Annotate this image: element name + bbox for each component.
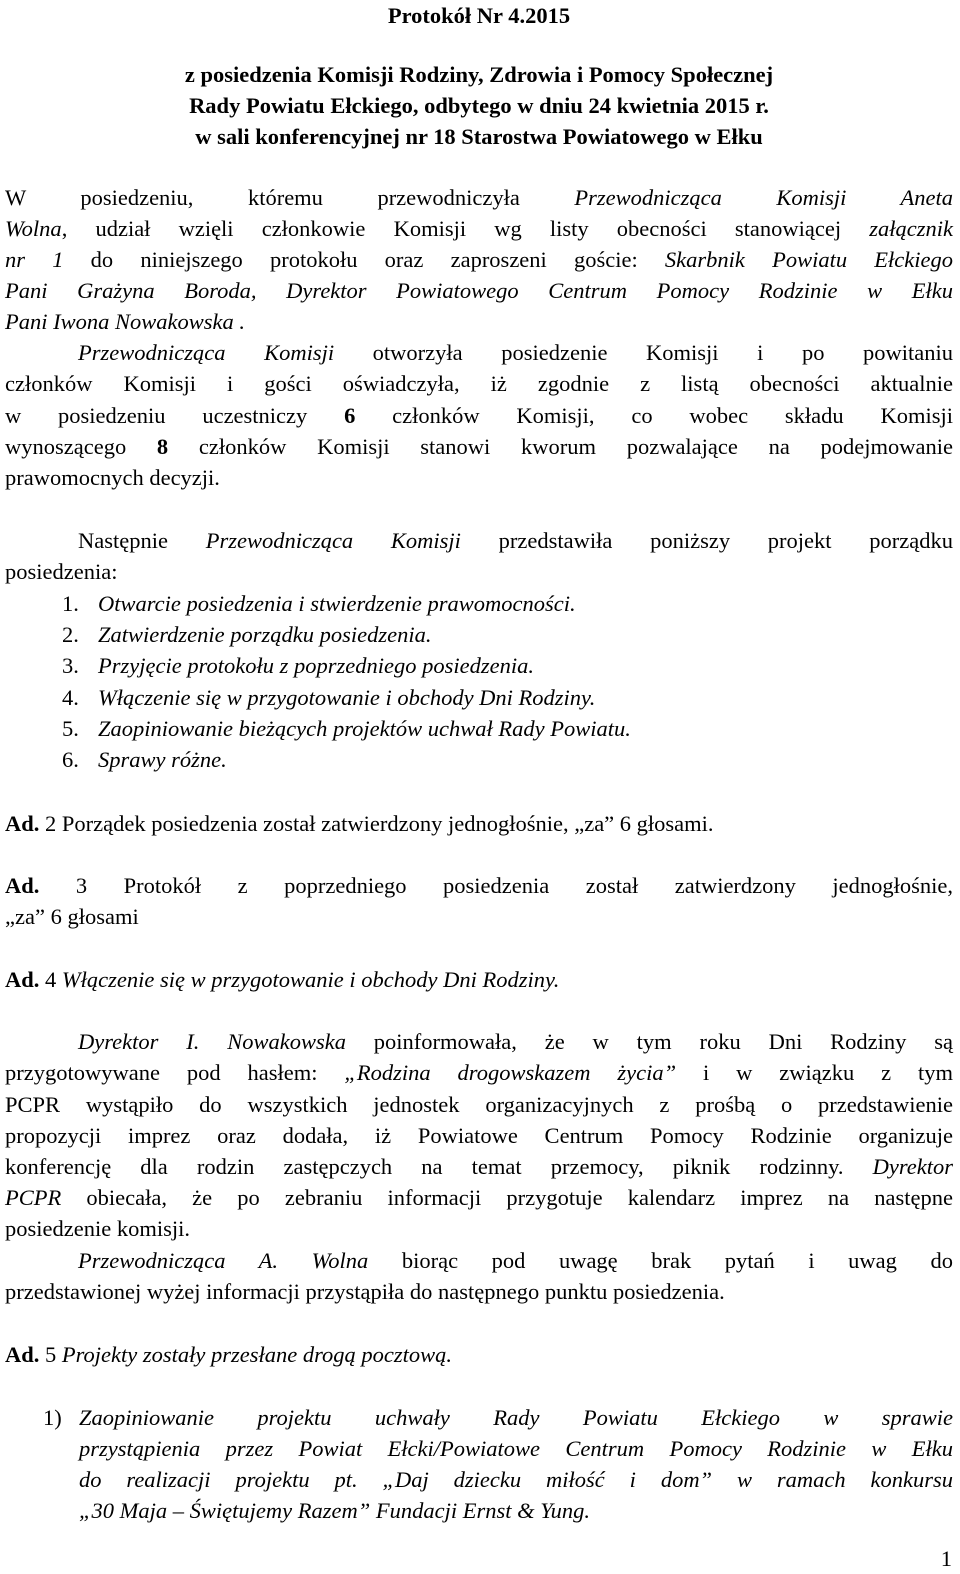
agenda-item-1: 1. Otwarcie posiedzenia i stwierdzenie prawomocności.: [62, 591, 576, 616]
agenda-item-5: 5. Zaopiniowanie bieżących projektów uchwał Rady Powiatu.: [62, 716, 631, 741]
intro-line-5: Pani Iwona Nowakowska .: [5, 309, 245, 334]
ad2-line: Ad. 2 Porządek posiedzenia został zatwierdzony jednogłośnie, „za” 6 głosami.: [5, 811, 714, 836]
ad3-line-1: Ad. 3 Protokół z poprzedniego posiedzenia został zatwierdzony jednogłośnie,: [5, 873, 954, 898]
ad4-body-line-2: przygotowywane pod hasłem: „Rodzina drogowskazem życia” i w związku z tym: [5, 1060, 954, 1085]
document-title: Protokół Nr 4.2015: [387, 3, 571, 28]
ad4-body-line-6: PCPR obiecała, że po zebraniu informacji przygotuje kalendarz imprez na następne: [5, 1185, 953, 1210]
quorum-line-1: Przewodnicząca Komisji otworzyła posiedzenie Komisji i po powitaniu: [78, 340, 954, 365]
project-1-number: 1): [43, 1405, 62, 1430]
quorum-line-5: prawomocnych decyzji.: [5, 465, 220, 490]
intro-line-4: Pani Grażyna Boroda, Dyrektor Powiatowego Centrum Pomocy Rodzinie w Ełku: [5, 278, 953, 303]
project-1-line-1: Zaopiniowanie projektu uchwały Rady Powiatu Ełckiego w sprawie: [79, 1405, 953, 1430]
agenda-item-2: 2. Zatwierdzenie porządku posiedzenia.: [62, 622, 432, 647]
quorum-line-4: wynoszącego 8 członków Komisji stanowi kworum pozwalające na podejmowanie: [5, 434, 954, 459]
agenda-intro-line-2: posiedzenia:: [5, 559, 118, 584]
ad4-body-line-1: Dyrektor I. Nowakowska poinformowała, że w tym roku Dni Rodziny są: [78, 1029, 953, 1054]
agenda-item-3: 3. Przyjęcie protokołu z poprzedniego posiedzenia.: [62, 653, 534, 678]
ad4-body-line-8: Przewodnicząca A. Wolna biorąc pod uwagę brak pytań i uwag do: [78, 1248, 953, 1273]
intro-line-2: Wolna, udział wzięli członkowie Komisji wg listy obecności stanowiącej załącznik: [5, 216, 953, 241]
subtitle-line-3: w sali konferencyjnej nr 18 Starostwa Powiatowego w Ełku: [195, 124, 763, 149]
project-1-line-4: „30 Maja – Świętujemy Razem” Fundacji Ernst & Yung.: [79, 1498, 591, 1523]
ad4-body-line-5: konferencję dla rodzin zastępczych na temat przemocy, piknik rodzinny. Dyrektor: [5, 1154, 953, 1179]
agenda-item-6: 6. Sprawy różne.: [62, 747, 227, 772]
agenda-item-4: 4. Włączenie się w przygotowanie i obchody Dni Rodziny.: [62, 685, 596, 710]
ad4-line: Ad. 4 Włączenie się w przygotowanie i obchody Dni Rodziny.: [5, 967, 560, 992]
agenda-intro-line-1: Następnie Przewodnicząca Komisji przedstawiła poniższy projekt porządku: [78, 528, 953, 553]
ad4-body-line-4: propozycji imprez oraz dodała, iż Powiatowe Centrum Pomocy Rodzinie organizuje: [5, 1123, 953, 1148]
ad4-body-line-7: posiedzenie komisji.: [5, 1216, 190, 1241]
intro-line-1: W posiedzeniu, któremu przewodniczyła Przewodnicząca Komisji Aneta: [5, 185, 953, 210]
quorum-line-3: w posiedzeniu uczestniczy 6 członków Komisji, co wobec składu Komisji: [5, 403, 953, 428]
page-number: 1: [940, 1546, 952, 1571]
ad5-line: Ad. 5 Projekty zostały przesłane drogą pocztową.: [5, 1342, 453, 1367]
ad3-line-2: „za” 6 głosami: [5, 904, 139, 929]
ad4-body-line-9: przedstawionej wyżej informacji przystąpiła do następnego punktu posiedzenia.: [5, 1279, 725, 1304]
project-1-line-2: przystąpienia przez Powiat Ełcki/Powiatowe Centrum Pomocy Rodzinie w Ełku: [79, 1436, 953, 1461]
project-1-line-3: do realizacji projektu pt. „Daj dziecku miłość i dom” w ramach konkursu: [79, 1467, 953, 1492]
intro-line-3: nr 1 do niniejszego protokołu oraz zaproszeni goście: Skarbnik Powiatu Ełckiego: [5, 247, 953, 272]
subtitle-line-1: z posiedzenia Komisji Rodziny, Zdrowia i Pomocy Społecznej: [184, 62, 774, 87]
subtitle-line-2: Rady Powiatu Ełckiego, odbytego w dniu 24 kwietnia 2015 r.: [189, 93, 769, 118]
ad4-body-line-3: PCPR wystąpiło do wszystkich jednostek organizacyjnych z prośbą o przedstawienie: [5, 1092, 953, 1117]
quorum-line-2: członków Komisji i gości oświadczyła, iż zgodnie z listą obecności aktualnie: [5, 371, 953, 396]
